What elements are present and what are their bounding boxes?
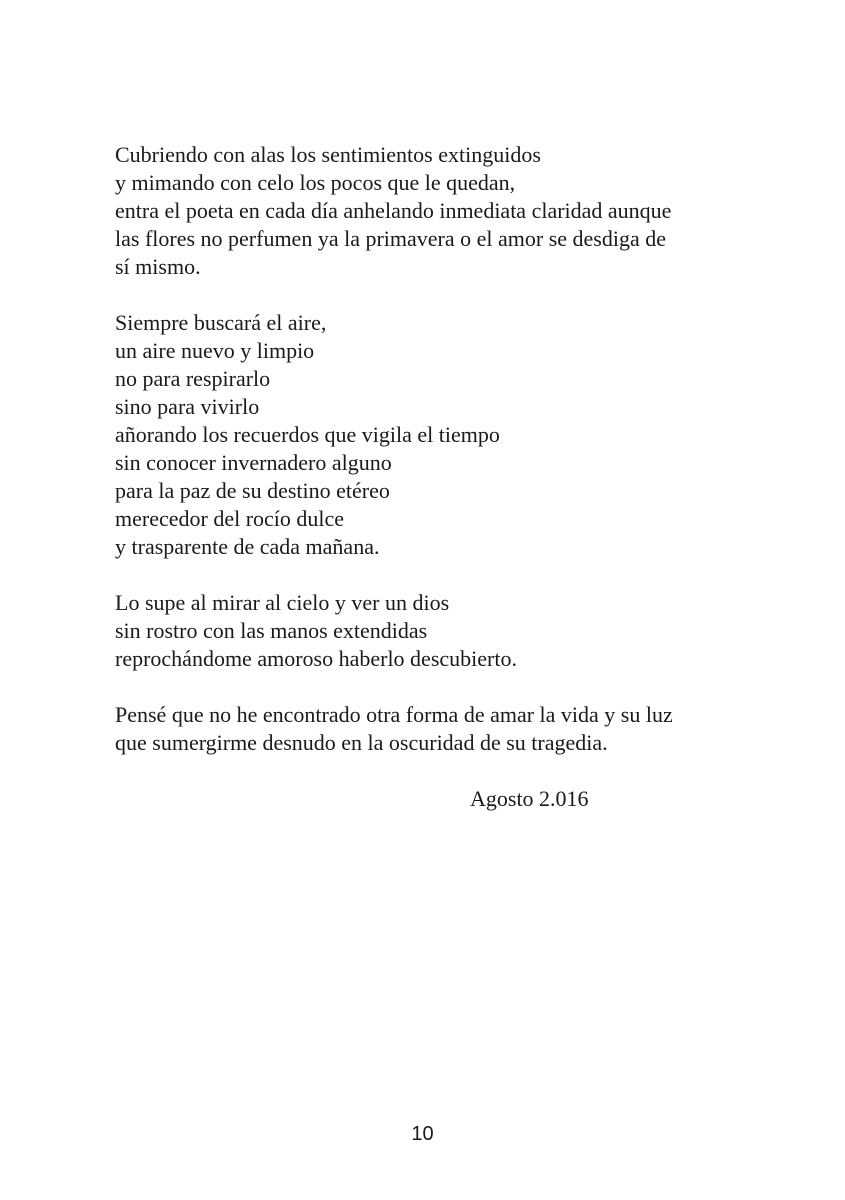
poem-line: añorando los recuerdos que vigila el tiempo [115, 422, 500, 447]
stanza-1 [115, 141, 733, 281]
poem-line: sino para vivirlo [115, 394, 260, 419]
poem-line: y mimando con celo los pocos que le quedan, [115, 170, 516, 195]
poem-date: Agosto 2.016 [470, 786, 589, 811]
poem-line: que sumergirme desnudo en la oscuridad de su tragedia. [115, 730, 608, 755]
poem-line: no para respirarlo [115, 366, 271, 391]
poem-line: Pensé que no he encontrado otra forma de amar la vida y su luz [115, 702, 673, 727]
poem-line: Lo supe al mirar al cielo y ver un dios [115, 590, 450, 615]
poem-line: las flores no perfumen ya la primavera o el amor se desdiga de [115, 226, 667, 251]
poem-line: reprochándome amoroso haberlo descubierto. [115, 646, 517, 671]
stanza-2 [115, 309, 733, 561]
poem-line: Cubriendo con alas los sentimientos extinguidos [115, 142, 541, 167]
poem-line: para la paz de su destino etéreo [115, 478, 390, 503]
poem-line: Siempre buscará el aire, [115, 310, 327, 335]
poem-line: sin conocer invernadero alguno [115, 450, 392, 475]
poem-line: un aire nuevo y limpio [115, 338, 315, 363]
stanza-4 [115, 701, 733, 757]
poem-line: entra el poeta en cada día anhelando inmediata claridad aunque [115, 198, 672, 223]
page-number: 10 [411, 1123, 434, 1145]
poem-line: y trasparente de cada mañana. [115, 534, 380, 559]
poem-line: merecedor del rocío dulce [115, 506, 345, 531]
poem-body [115, 141, 733, 813]
poem-line: sí mismo. [115, 254, 201, 279]
poem-line: sin rostro con las manos extendidas [115, 618, 428, 643]
stanza-3 [115, 589, 733, 673]
